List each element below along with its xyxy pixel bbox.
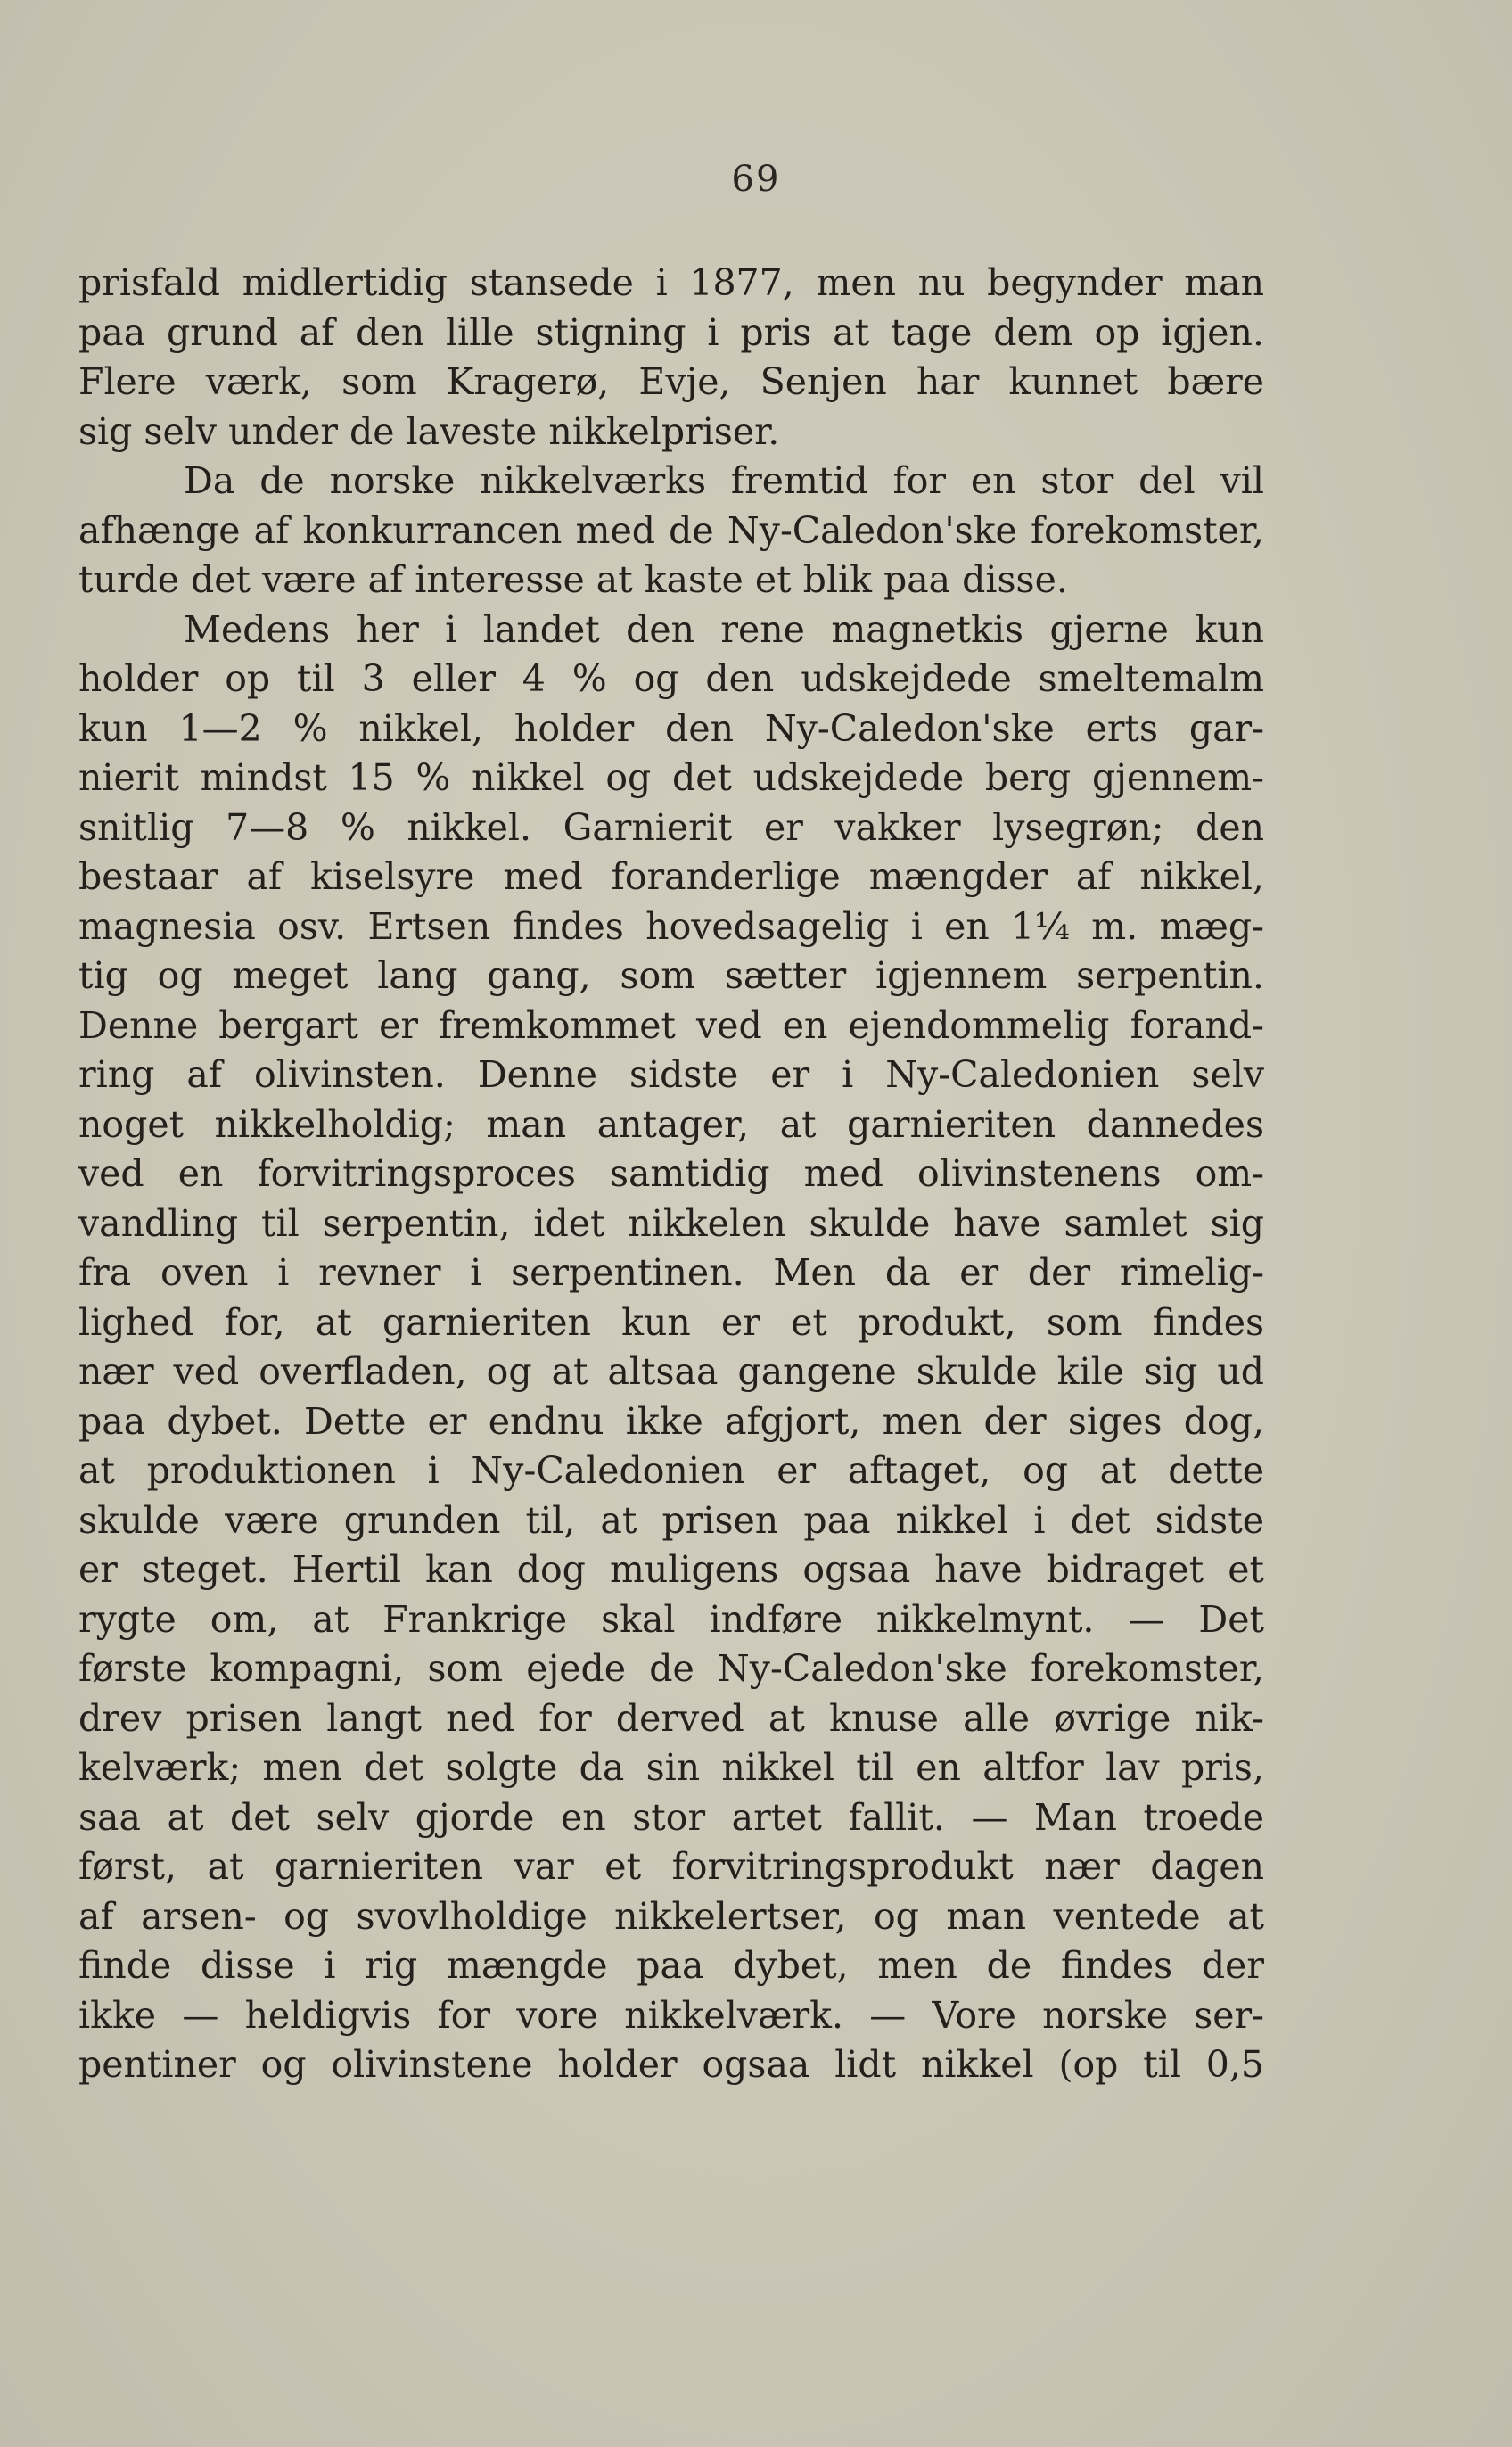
text-line: afhænge af konkurrancen med de Ny-Caledon'ske forekomster, — [78, 508, 1264, 552]
text-line: nær ved overfladen, og at altsaa gangene skulde kile sig ud — [78, 1350, 1264, 1393]
text-line: lighed for, at garnieriten kun er et produkt, som findes — [78, 1300, 1264, 1344]
text-line: sig selv under de laveste nikkelpriser. — [78, 409, 780, 453]
text-line: prisfald midlertidig stansede i 1877, men nu begynder man — [78, 261, 1264, 304]
text-line: vandling til serpentin, idet nikkelen skulde have samlet sig — [78, 1201, 1264, 1245]
text-line: holder op til 3 eller 4 % og den udskejdede smeltemalm — [78, 657, 1264, 700]
text-line: første kompagni, som ejede de Ny-Caledon'ske forekomster, — [78, 1647, 1264, 1690]
text-line: ring af olivinsten. Denne sidste er i Ny-Caledonien selv — [78, 1053, 1264, 1096]
text-line: er steget. Hertil kan dog muligens ogsaa have bidraget et — [78, 1548, 1264, 1591]
text-line: skulde være grunden til, at prisen paa nikkel i det sidste — [78, 1498, 1264, 1542]
text-line: tig og meget lang gang, som sætter igjennem serpentin. — [78, 954, 1264, 997]
text-line: af arsen- og svovlholdige nikkelertser, og man ventede at — [78, 1894, 1264, 1938]
text-line: bestaar af kiselsyre med foranderlige mængder af nikkel, — [78, 855, 1264, 898]
text-line: drev prisen langt ned for derved at knuse alle øvrige nik- — [78, 1696, 1264, 1740]
text-line: at produktionen i Ny-Caledonien er aftaget, og at dette — [78, 1449, 1264, 1492]
text-line: snitlig 7—8 % nikkel. Garnierit er vakker lysegrøn; den — [78, 805, 1264, 849]
text-line: nierit mindst 15 % nikkel og det udskejdede berg gjennem- — [78, 756, 1264, 799]
text-line: ikke — heldigvis for vore nikkelværk. — Vore norske ser- — [78, 1993, 1264, 2037]
text-line: noget nikkelholdig; man antager, at garnieriten dannedes — [78, 1102, 1264, 1146]
text-line: saa at det selv gjorde en stor artet fallit. — Man troede — [78, 1795, 1264, 1839]
text-line: Medens her i landet den rene magnetkis gjerne kun — [184, 607, 1264, 651]
text-line: fra oven i revner i serpentinen. Men da er der rimelig- — [78, 1251, 1264, 1294]
text-line: rygte om, at Frankrige skal indføre nikkelmynt. — Det — [78, 1597, 1264, 1641]
text-line: finde disse i rig mængde paa dybet, men de findes der — [78, 1944, 1264, 1987]
text-line: Da de norske nikkelværks fremtid for en stor del vil — [184, 459, 1264, 502]
text-line: paa grund af den lille stigning i pris at tage dem op igjen. — [78, 310, 1264, 354]
text-line: magnesia osv. Ertsen findes hovedsagelig i en 1¼ m. mæg- — [78, 904, 1264, 948]
text-line: kelværk; men det solgte da sin nikkel til en altfor lav pris, — [78, 1746, 1264, 1789]
page-number: 69 — [731, 159, 781, 200]
text-line: ved en forvitringsproces samtidig med olivinstenens om- — [78, 1152, 1264, 1195]
text-line: pentiner og olivinstene holder ogsaa lidt nikkel (op til 0,5 — [78, 2043, 1264, 2086]
text-line: paa dybet. Dette er endnu ikke afgjort, men der siges dog, — [78, 1399, 1264, 1443]
text-line: Flere værk, som Kragerø, Evje, Senjen har kunnet bære — [78, 360, 1264, 403]
text-line: turde det være af interesse at kaste et blik paa disse. — [78, 558, 1068, 601]
text-line: Denne bergart er fremkommet ved en ejendommelig forand- — [78, 1003, 1264, 1047]
text-line: kun 1—2 % nikkel, holder den Ny-Caledon'ske erts gar- — [78, 706, 1264, 750]
body-text — [78, 259, 1264, 2090]
text-line: først, at garnieriten var et forvitringsprodukt nær dagen — [78, 1845, 1264, 1888]
